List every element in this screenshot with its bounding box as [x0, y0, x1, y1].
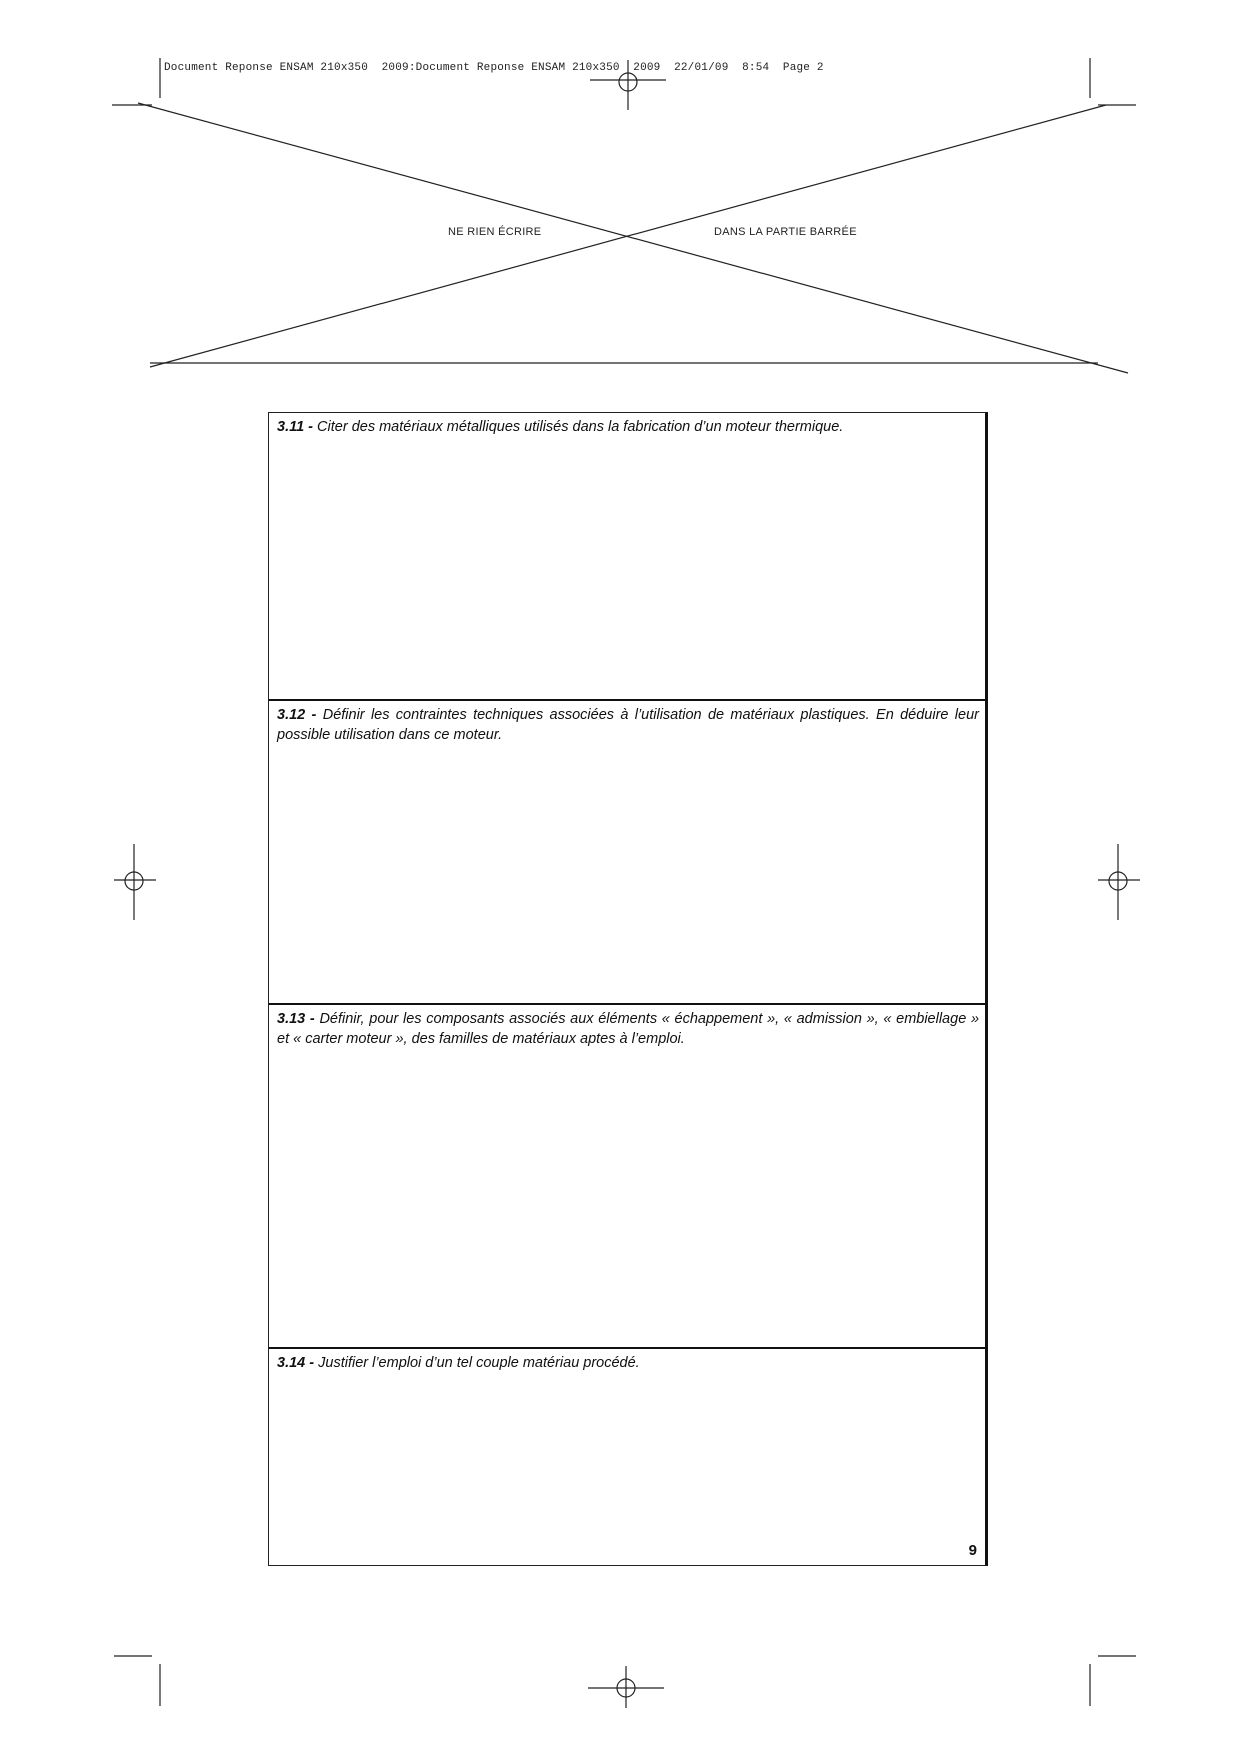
registration-mark-left [114, 844, 156, 920]
question-statement: Définir, pour les composants associés aux éléments « échappement », « admission », « embiellage » et « carter moteur », des familles de matériaux aptes à l’emploi. [277, 1011, 980, 1047]
question-text [277, 417, 979, 437]
answer-frame [268, 412, 988, 1566]
question-text [277, 705, 979, 745]
question-3-11 [269, 413, 985, 699]
question-text [277, 1009, 979, 1049]
page-number: 9 [968, 1542, 977, 1559]
barred-zone-label-left: NE RIEN ÉCRIRE [448, 226, 542, 238]
barred-zone-label-right: DANS LA PARTIE BARRÉE [714, 226, 857, 238]
question-statement: Justifier l’emploi d’un tel couple matériau procédé. [318, 1355, 640, 1371]
print-slug-line: Document Reponse ENSAM 210x350 2009:Document Reponse ENSAM 210x350 2009 22/01/09 8:54 Page 2 [164, 62, 824, 74]
barred-zone-cross [138, 103, 1128, 373]
registration-mark-bottom [588, 1666, 664, 1708]
question-statement: Définir les contraintes techniques associées à l’utilisation de matériaux plastiques. En déduire leur possible utilisation dans ce moteur. [277, 707, 979, 743]
question-number: 3.12 - [277, 707, 317, 723]
registration-mark-right [1098, 844, 1140, 920]
question-statement: Citer des matériaux métalliques utilisés dans la fabrication d’un moteur thermique. [317, 419, 844, 435]
question-3-12 [269, 699, 985, 1003]
question-3-13 [269, 1003, 985, 1347]
question-text [277, 1353, 979, 1373]
question-number: 3.11 - [277, 419, 314, 435]
question-number: 3.14 - [277, 1355, 315, 1371]
question-number: 3.13 - [277, 1011, 315, 1027]
question-3-14 [269, 1347, 985, 1565]
